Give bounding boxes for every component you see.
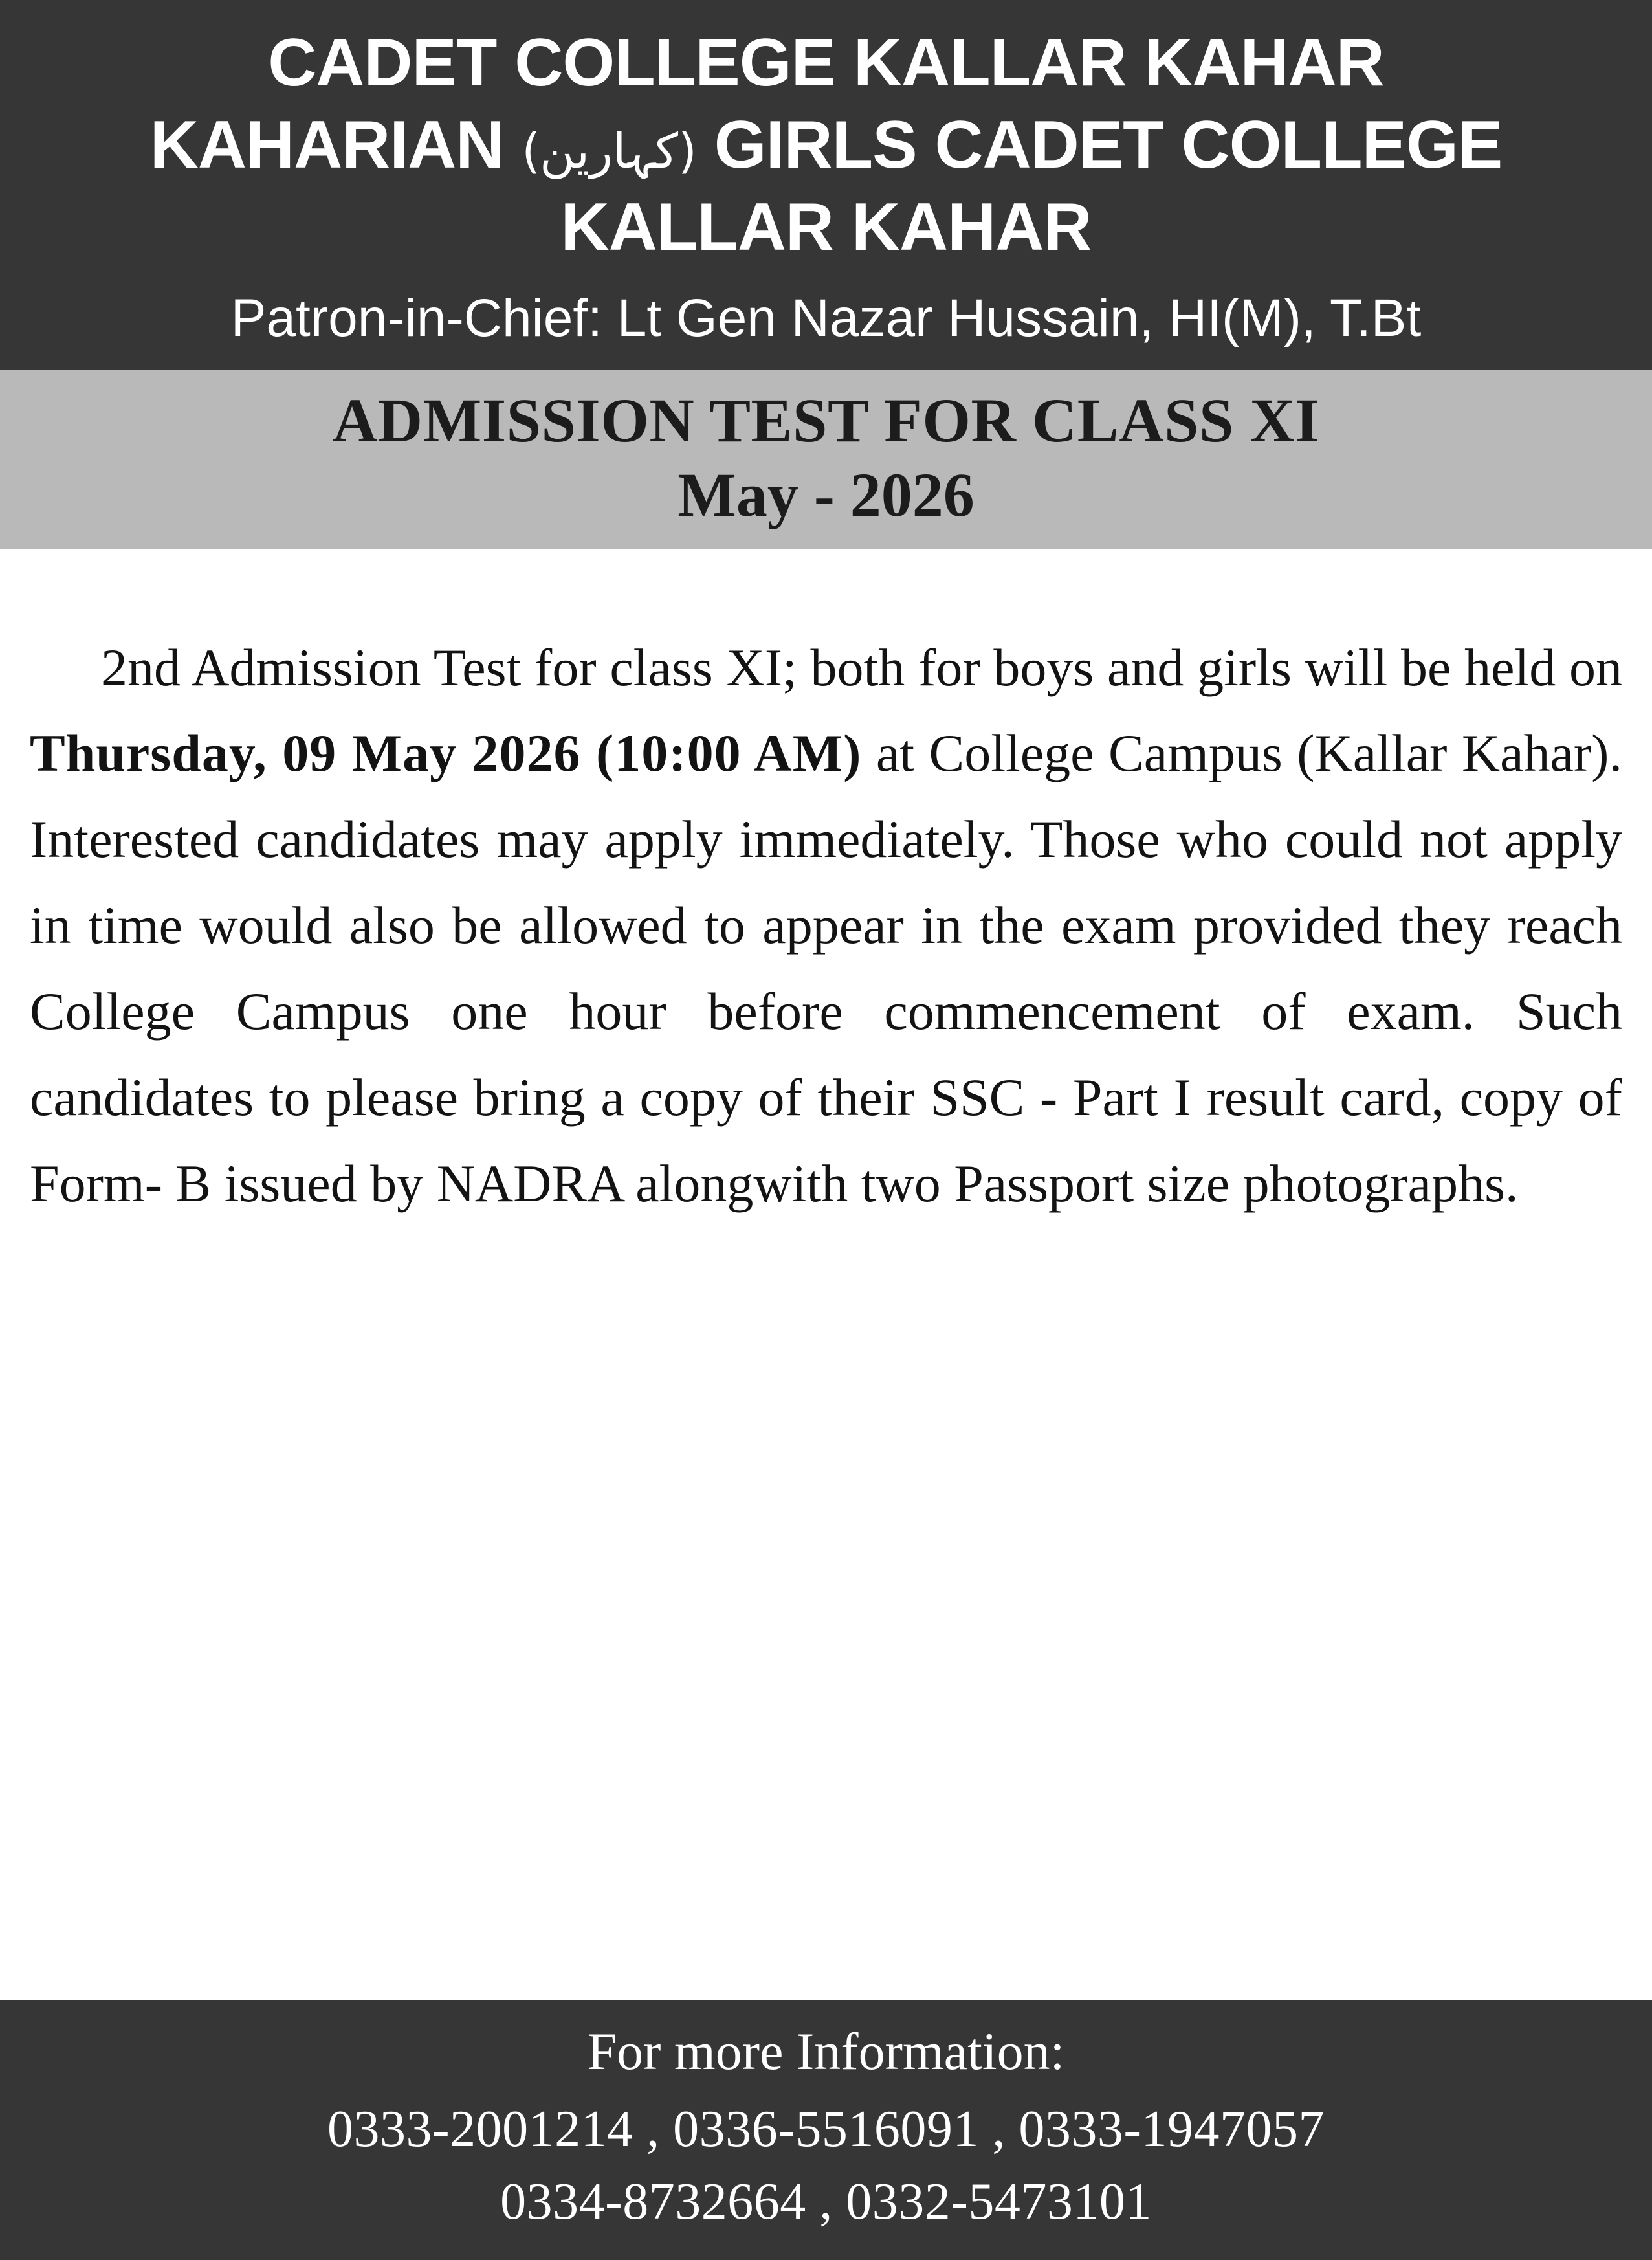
announcement-paragraph bbox=[30, 625, 1622, 1227]
institution-title-line-1: CADET COLLEGE KALLAR KAHAR bbox=[268, 25, 1384, 100]
poster-header bbox=[0, 0, 1652, 370]
institution-title-urdu: (کہارین) bbox=[522, 123, 696, 179]
institution-title bbox=[26, 22, 1626, 269]
institution-title-line-2 bbox=[39, 104, 1613, 186]
announcement-paragraph-emphasis: Thursday, 09 May 2026 (10:00 AM) bbox=[30, 724, 862, 783]
contact-numbers-line-2[interactable]: 0334-8732664 , 0332-5473101 bbox=[500, 2173, 1152, 2230]
announcement-date: May - 2026 bbox=[677, 460, 975, 530]
institution-title-line-3: KALLAR KAHAR bbox=[560, 189, 1092, 265]
institution-title-line-2-pre: KAHARIAN bbox=[149, 107, 504, 183]
patron-in-chief: Patron-in-Chief: Lt Gen Nazar Hussain, HI(M), T.Bt bbox=[230, 288, 1422, 348]
institution-title-line-2-post: GIRLS CADET COLLEGE bbox=[714, 107, 1503, 183]
contact-heading: For more Information: bbox=[587, 2022, 1065, 2081]
poster-body bbox=[0, 549, 1652, 2001]
contact-numbers-line-1[interactable]: 0333-2001214 , 0336-5516091 , 0333-1947057 bbox=[327, 2101, 1325, 2158]
announcement-paragraph-part-1: 2nd Admission Test for class XI; both for boys and girls will be held on bbox=[101, 637, 1622, 697]
announcement-title: ADMISSION TEST FOR CLASS XI bbox=[332, 386, 1320, 456]
announcement-band bbox=[0, 370, 1652, 549]
announcement-paragraph-part-2: at College Campus (Kallar Kahar). Interested candidates may apply immediately. Those who could not apply in time would also be allowed to appear in the exam provided they reach College Campus one hour before commencement of exam. Such candidates to please bring a copy of their SSC - Part I result card, copy of Form- B issued by NADRA alongwith two Passport size photographs. bbox=[30, 724, 1622, 1213]
poster-footer bbox=[0, 2000, 1652, 2260]
contact-numbers bbox=[19, 2093, 1633, 2238]
